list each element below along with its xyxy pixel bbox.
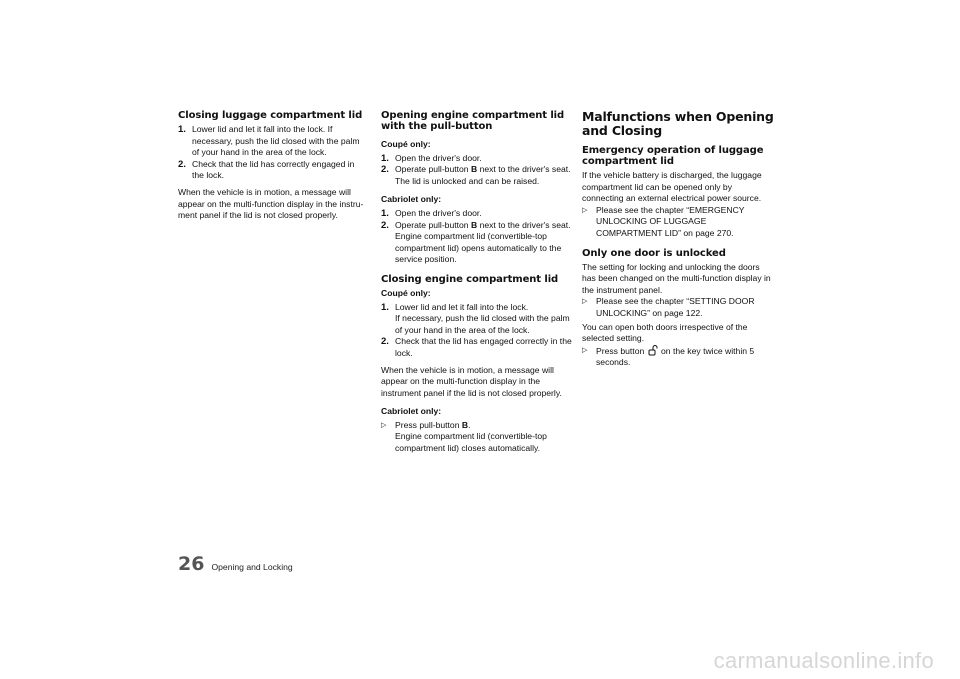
step-number: 1. xyxy=(381,152,389,164)
step-text: Please see the chapter “SETTING DOOR UNLOCKING” on page 122. xyxy=(596,296,755,318)
column-2 xyxy=(381,110,573,455)
emergency-operation-heading: Emergency operation of luggage compartment lid xyxy=(582,145,764,167)
step-text: Please see the chapter “EMERGENCY UNLOCKING OF LUGGAGE COMPARTMENT LID” on page 270. xyxy=(596,204,745,238)
step-item xyxy=(178,124,368,159)
unlock-icon xyxy=(648,345,658,356)
step-item xyxy=(582,296,774,319)
paragraph: When the vehicle is in motion, a message will appear on the multi-function display in the instru-ment panel if the lid is not closed properly. xyxy=(178,186,364,221)
step-number: 2. xyxy=(381,219,389,231)
step-text: Lower lid and let it fall into the lock. If necessary, push the lid closed with the palm of your hand in the area of the lock. xyxy=(395,301,570,335)
label-b: B xyxy=(470,219,478,230)
closing-engine-lid-heading: Closing engine compartment lid xyxy=(381,273,559,285)
label-b: B xyxy=(470,164,478,175)
triangle-bullet-icon: ▷ xyxy=(582,206,588,214)
opening-engine-lid-heading: Opening engine compartment lid with the pull-button xyxy=(381,110,565,132)
triangle-bullet-icon: ▷ xyxy=(582,346,588,354)
column-1 xyxy=(178,110,368,222)
one-door-unlocked-heading: Only one door is unlocked xyxy=(582,247,726,259)
step-text: Open the driver's door. xyxy=(395,207,482,218)
step-number: 1. xyxy=(381,207,389,219)
step-number: 2. xyxy=(381,164,389,176)
malfunctions-heading: Malfunctions when Opening and Closing xyxy=(582,109,774,138)
coupe-label: Coupé only: xyxy=(381,139,431,149)
paragraph: If the vehicle battery is discharged, the luggage compartment lid can be opened only by connecting an external electrical power source. xyxy=(582,170,762,204)
page-number: 26 xyxy=(178,553,205,575)
step-item xyxy=(178,159,368,182)
step-text: Press pull-button B. Engine compartment lid (convertible-top compartment lid) closes automatically. xyxy=(395,419,547,454)
step-text: Operate pull-button B next to the driver's seat. Engine compartment lid (convertible-top compartment lid) opens automatically to the service position. xyxy=(395,219,571,265)
step-number: 1. xyxy=(178,124,186,135)
step-number: 1. xyxy=(381,301,389,313)
step-item xyxy=(381,164,573,187)
coupe-label: Coupé only: xyxy=(381,287,431,298)
step-text: Check that the lid has correctly engaged in the lock. xyxy=(192,158,355,181)
paragraph: You can open both doors irrespective of the selected setting. xyxy=(582,321,748,344)
step-item xyxy=(381,302,573,337)
paragraph: When the vehicle is in motion, a message will appear on the multi-function display in the instrument panel if the lid is not closed properly. xyxy=(381,364,562,398)
step-text: Operate pull-button B next to the driver's seat. The lid is unlocked and can be raised. xyxy=(395,164,571,186)
step-item xyxy=(381,153,573,165)
step-text: Check that the lid has engaged correctly in the lock. xyxy=(395,336,572,358)
step-item xyxy=(381,420,573,455)
page-footer xyxy=(178,553,293,575)
watermark: carmanualsonline.info xyxy=(713,648,934,673)
cabriolet-label: Cabriolet only: xyxy=(381,406,442,417)
step-item xyxy=(381,336,573,359)
cabriolet-label: Cabriolet only: xyxy=(381,194,442,205)
column-3 xyxy=(582,110,774,369)
closing-luggage-heading: Closing luggage compartment lid xyxy=(178,110,363,121)
step-number: 2. xyxy=(381,336,389,348)
step-item xyxy=(381,208,573,220)
step-item xyxy=(582,345,774,369)
triangle-bullet-icon: ▷ xyxy=(381,421,387,429)
paragraph: The setting for locking and unlocking the doors has been changed on the multi-function display in the instrument panel. xyxy=(582,261,771,295)
step-text: Lower lid and let it fall into the lock. If necessary, push the lid closed with the palm of your hand in the area of the lock. xyxy=(192,124,360,158)
step-item xyxy=(582,205,774,240)
label-b: B xyxy=(461,419,469,430)
triangle-bullet-icon: ▷ xyxy=(582,298,588,306)
step-text: Open the driver's door. xyxy=(395,152,482,163)
section-title: Opening and Locking xyxy=(211,562,293,572)
step-number: 2. xyxy=(178,158,186,170)
step-text: Press button on the key twice within 5 seconds. xyxy=(596,345,755,368)
step-item xyxy=(381,220,573,266)
